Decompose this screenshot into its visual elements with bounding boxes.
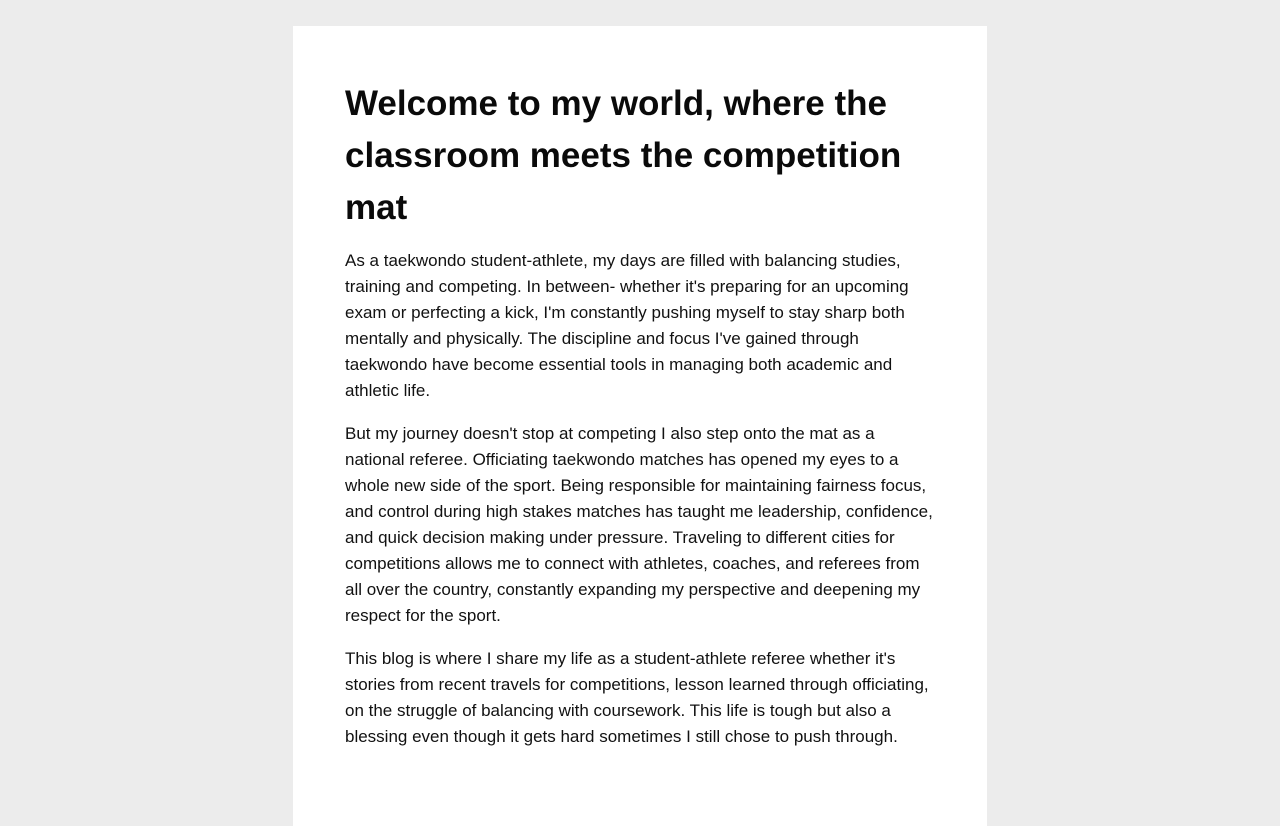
article-title: Welcome to my world, where the classroom meets the competition mat [345,84,902,227]
article-paragraph-2: But my journey doesn't stop at competing I also step onto the mat as a national referee. Officiating taekwondo matches has opened my eyes to a whole new side of the sport. Being responsible for maintaining fairness focus, and control during high stakes matches has taught me leadership, confidence, and quick decision making under pressure. Traveling to different cities for competitions allows me to connect with athletes, coaches, and referees from all over the country, constantly expanding my perspective and deepening my respect for the sport. [345,424,933,625]
article-card [293,26,987,826]
article-paragraph-1: As a taekwondo student-athlete, my days are filled with balancing studies, training and competing. In between- whether it's preparing for an upcoming exam or perfecting a kick, I'm constantly pushing myself to stay sharp both mentally and physically. The discipline and focus I've gained through taekwondo have become essential tools in managing both academic and athletic life. [345,251,909,400]
article-paragraph-3: This blog is where I share my life as a student-athlete referee whether it's stories from recent travels for competitions, lesson learned through officiating, on the struggle of balancing with coursework. This life is tough but also a blessing even though it gets hard sometimes I still chose to push through. [345,649,929,746]
